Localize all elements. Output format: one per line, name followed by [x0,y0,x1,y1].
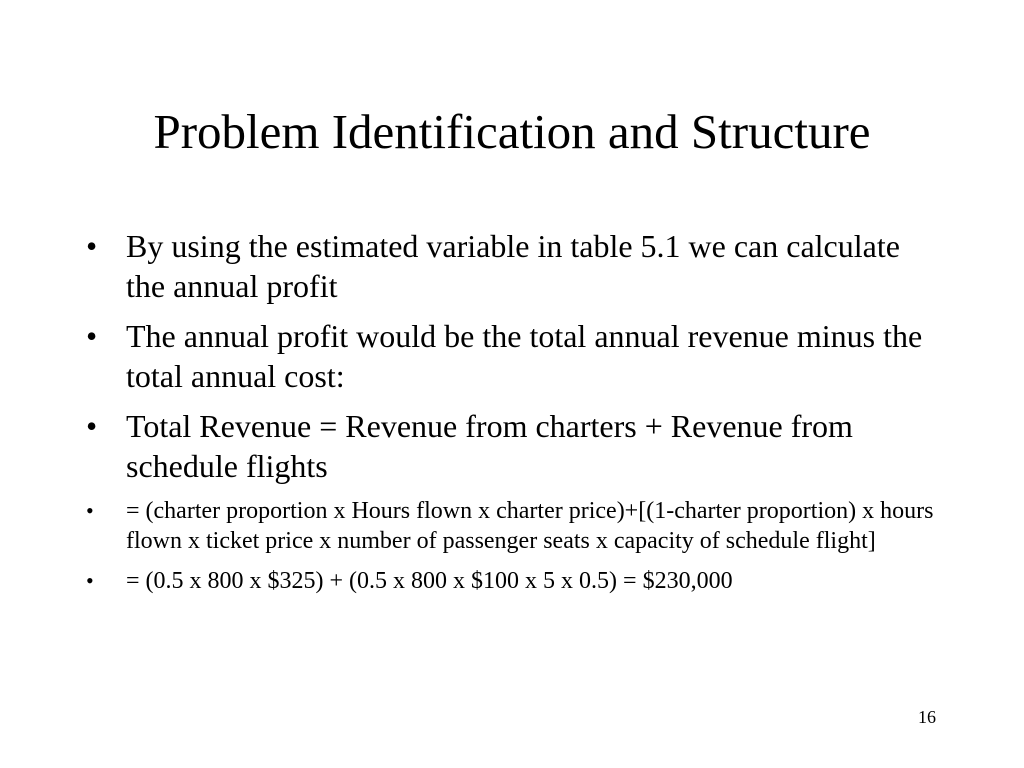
bullet-icon: • [86,568,94,593]
bullet-text: Total Revenue = Revenue from charters + Revenue from schedule flights [126,408,853,484]
bullet-text: = (charter proportion x Hours flown x charter price)+[(1-charter proportion) x hours flown x ticket price x number of passenger seats x capacity of schedule flight] [126,498,934,554]
bullet-item [86,316,946,396]
slide-title: Problem Identification and Structure [153,104,871,159]
bullet-item [86,406,946,486]
bullet-icon: • [86,228,98,264]
page-number: 16 [918,707,936,727]
bullet-icon: • [86,498,94,523]
bullet-text: By using the estimated variable in table 5.1 we can calculate the annual profit [126,228,900,304]
bullet-item [86,226,946,306]
bullet-icon: • [86,318,98,354]
bullet-list [86,226,946,606]
bullet-text: = (0.5 x 800 x $325) + (0.5 x 800 x $100 x 5 x 0.5) = $230,000 [126,568,733,594]
bullet-item [86,566,946,596]
bullet-item [86,496,946,556]
bullet-icon: • [86,408,98,444]
bullet-text: The annual profit would be the total annual revenue minus the total annual cost: [126,318,923,394]
